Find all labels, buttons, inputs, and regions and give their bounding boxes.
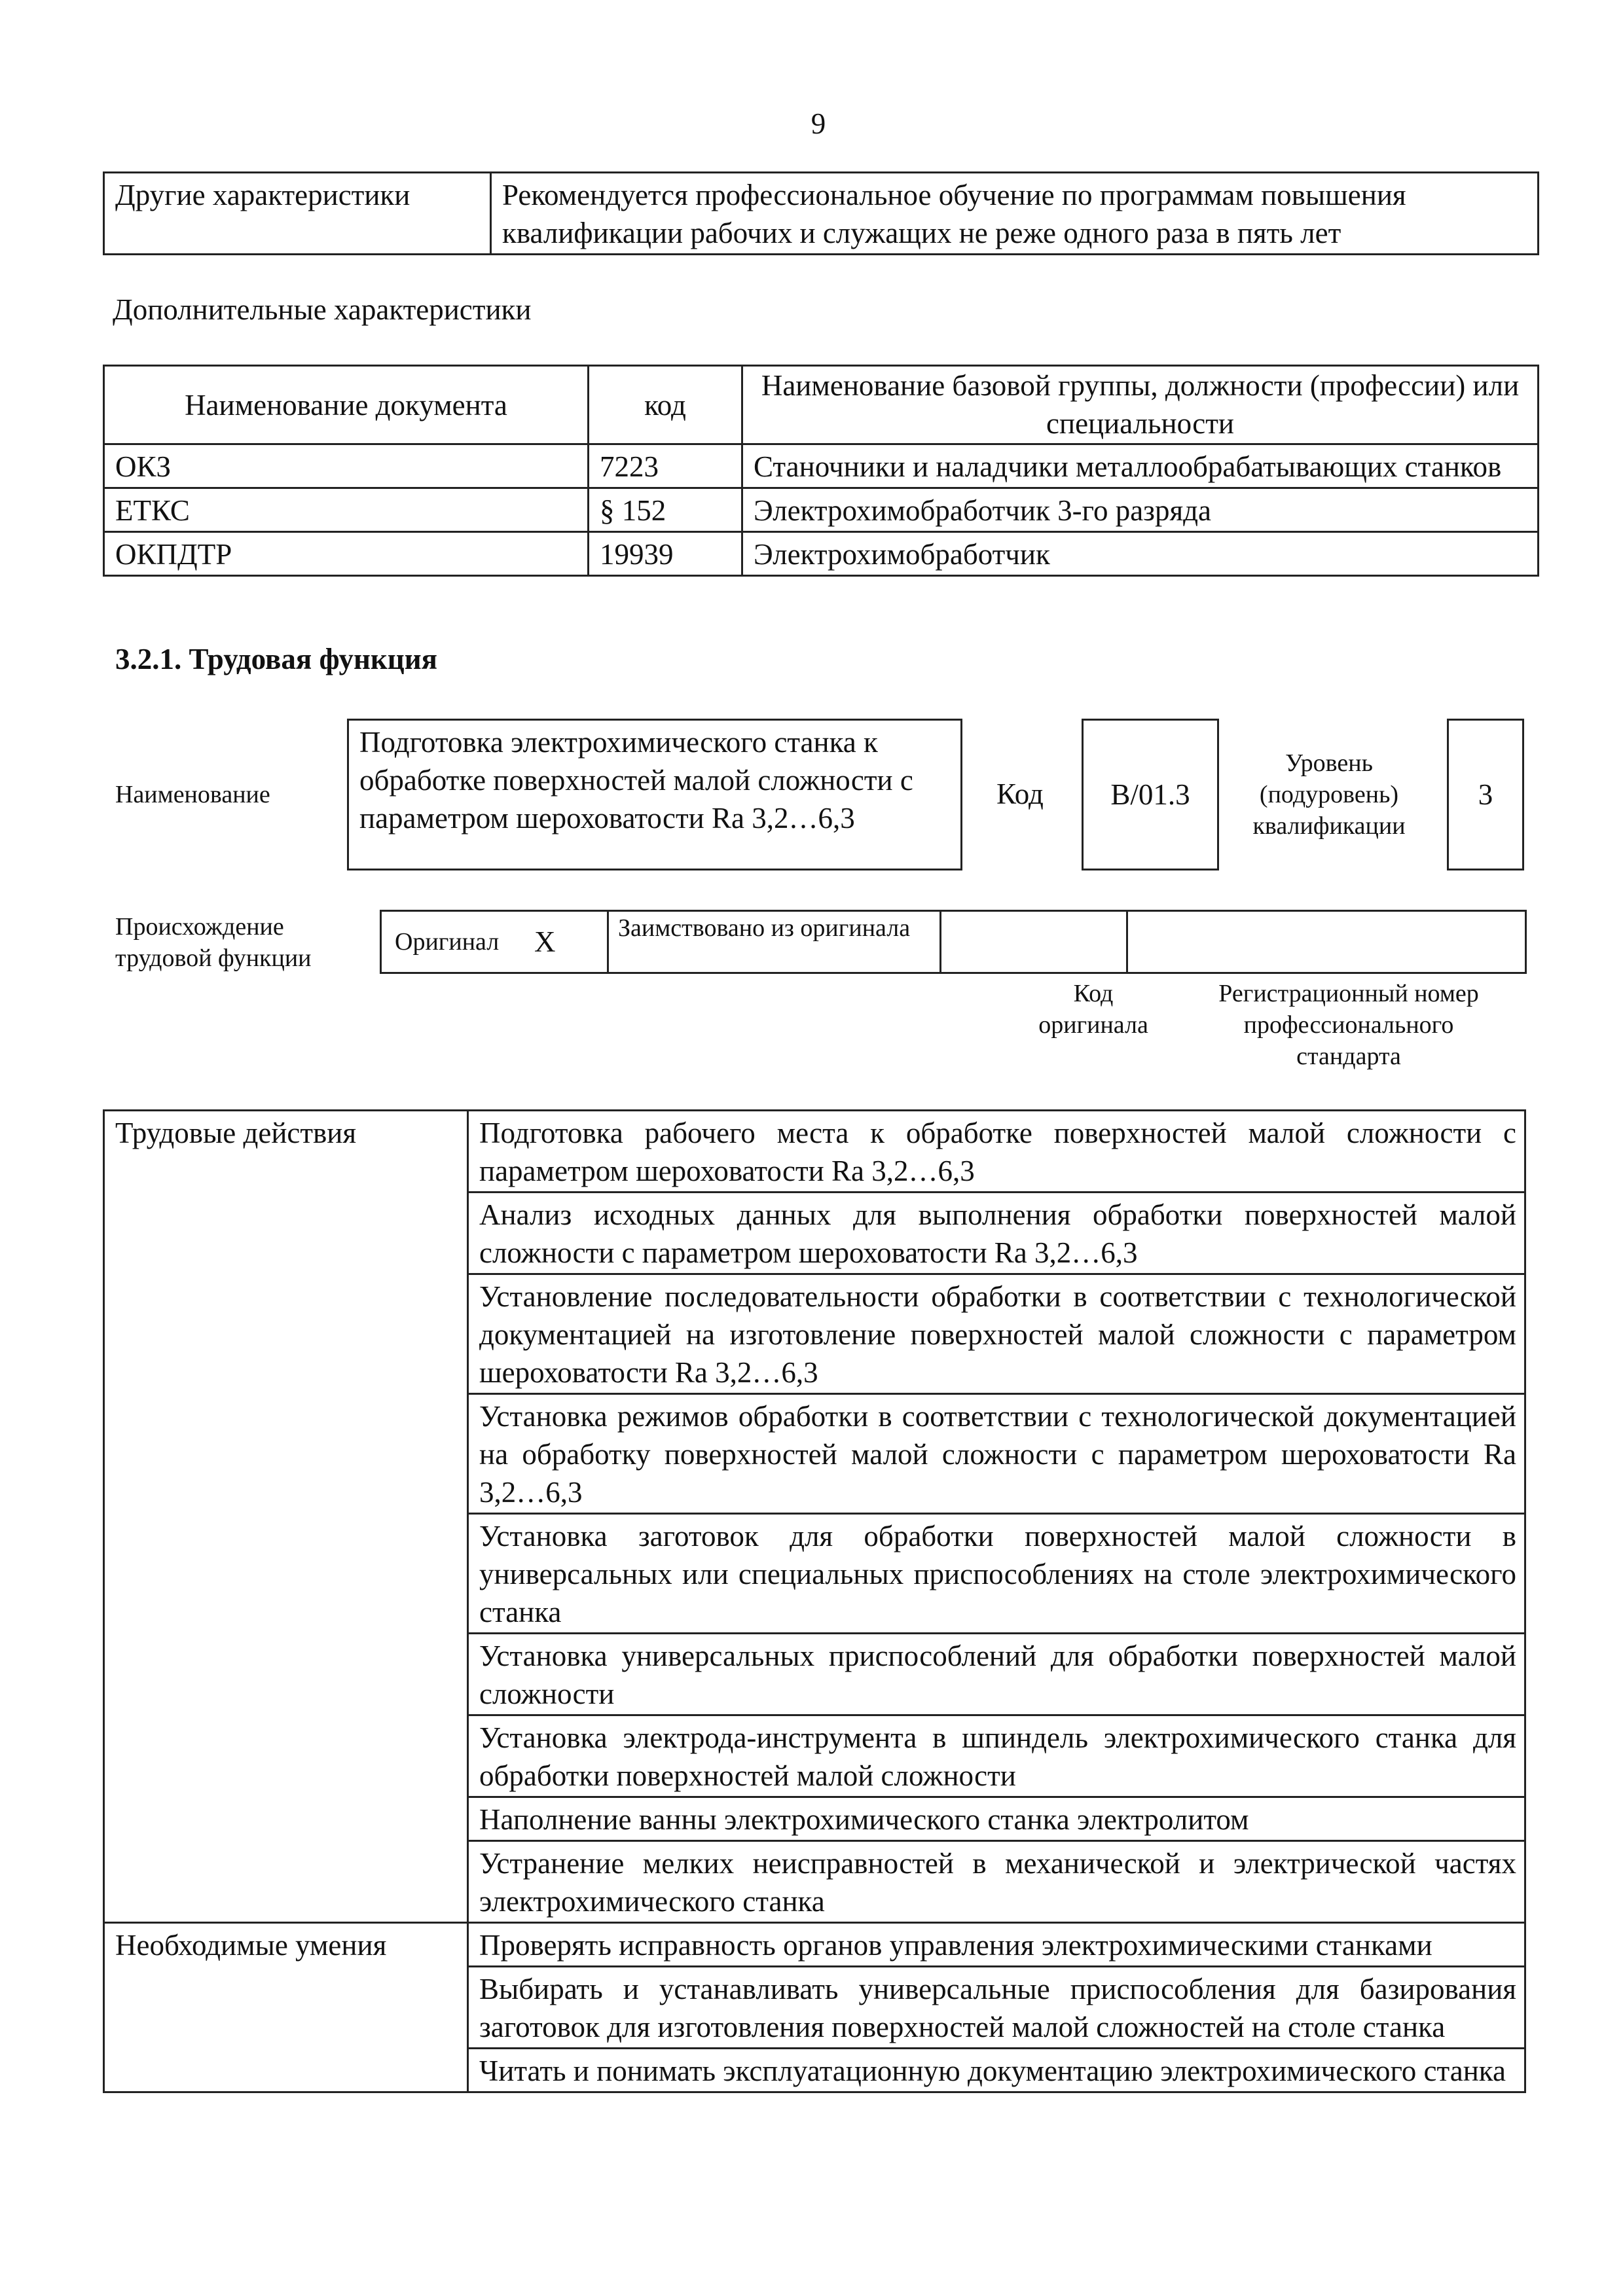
borrowed-label: Заимствовано из оригинала (608, 911, 941, 973)
code-value: B/01.3 (1110, 778, 1190, 811)
reg-number-label: Регистрационный номер профессионального стандарта (1218, 980, 1479, 1070)
original-label: Оригинал (381, 911, 522, 973)
list-item: Подготовка рабочего места к обработке поверхностей малой сложности с параметром шероховатости Ra 3,2…6,3 (468, 1111, 1525, 1193)
row-doc: ОКЗ (104, 444, 589, 488)
details-table (103, 1109, 1526, 2093)
code-label: Код (996, 778, 1044, 810)
code-box (1082, 719, 1219, 870)
header-code: код (589, 366, 742, 444)
skills-label: Необходимые умения (104, 1923, 468, 2092)
row-doc: ЕТКС (104, 488, 589, 532)
original-code-cell (941, 911, 1127, 973)
original-code-label: Код оригинала (1038, 980, 1148, 1039)
header-doc-name: Наименование документа (104, 366, 589, 444)
row-code: 19939 (589, 532, 742, 576)
list-item: Установка универсальных приспособлений для обработки поверхностей малой сложности (468, 1634, 1525, 1715)
list-item: Выбирать и устанавливать универсальные приспособления для базирования заготовок для изготовления поверхностей малой сложностей на столе станка (468, 1967, 1525, 2049)
page-number: 9 (811, 107, 826, 140)
reg-number-cell (1127, 911, 1526, 973)
header-base-group: Наименование базовой группы, должности (профессии) или специальности (742, 366, 1539, 444)
level-label: Уровень (подуровень) квалификации (1252, 749, 1406, 840)
other-characteristics-value: Рекомендуется профессиональное обучение по программам повышения квалификации рабочих и служащих не реже одного раза в пять лет (491, 173, 1539, 255)
additional-characteristics-table (103, 365, 1539, 577)
list-item: Установка заготовок для обработки поверхностей малой сложности в универсальных или специальных приспособлениях на столе электрохимического станка (468, 1514, 1525, 1634)
additional-characteristics-title: Дополнительные характеристики (113, 293, 532, 326)
list-item: Читать и понимать эксплуатационную документацию электрохимического станка (468, 2049, 1525, 2092)
function-name-box (347, 719, 962, 870)
row-name: Электрохимобработчик (742, 532, 1539, 576)
other-characteristics-label: Другие характеристики (104, 173, 491, 255)
level-box (1447, 719, 1524, 870)
origin-table (380, 910, 1527, 974)
list-item: Анализ исходных данных для выполнения обработки поверхностей малой сложности с параметром шероховатости Ra 3,2…6,3 (468, 1193, 1525, 1274)
row-code: 7223 (589, 444, 742, 488)
row-name: Электрохимобработчик 3-го разряда (742, 488, 1539, 532)
list-item: Установка режимов обработки в соответствии с технологической документацией на обработку поверхностей малой сложности с параметром шероховатости Ra 3,2…6,3 (468, 1394, 1525, 1514)
row-code: § 152 (589, 488, 742, 532)
list-item: Установление последовательности обработки в соответствии с технологической документацией на изготовление поверхностей малой сложности с параметром шероховатости Ra 3,2…6,3 (468, 1274, 1525, 1394)
function-name-value: Подготовка электрохимического станка к обработке поверхностей малой сложности с параметром шероховатости Ra 3,2…6,3 (359, 726, 913, 834)
level-value: 3 (1478, 778, 1493, 811)
list-item: Наполнение ванны электрохимического станка электролитом (468, 1797, 1525, 1841)
other-characteristics-table (103, 171, 1539, 255)
name-label: Наименование (115, 781, 270, 808)
list-item: Устранение мелких неисправностей в механической и электрической частях электрохимического станка (468, 1841, 1525, 1923)
row-name: Станочники и наладчики металлообрабатывающих станков (742, 444, 1539, 488)
table-row (104, 488, 1539, 532)
row-doc: ОКПДТР (104, 532, 589, 576)
table-row (104, 532, 1539, 576)
section-heading: 3.2.1. Трудовая функция (115, 643, 438, 675)
list-item: Установка электрода-инструмента в шпиндель электрохимического станка для обработки поверхностей малой сложности (468, 1715, 1525, 1797)
table-row (104, 444, 1539, 488)
original-mark: X (521, 911, 608, 973)
origin-label: Происхождение трудовой функции (115, 913, 312, 972)
labor-actions-label: Трудовые действия (104, 1111, 468, 1923)
list-item: Проверять исправность органов управления электрохимическими станками (468, 1923, 1525, 1967)
